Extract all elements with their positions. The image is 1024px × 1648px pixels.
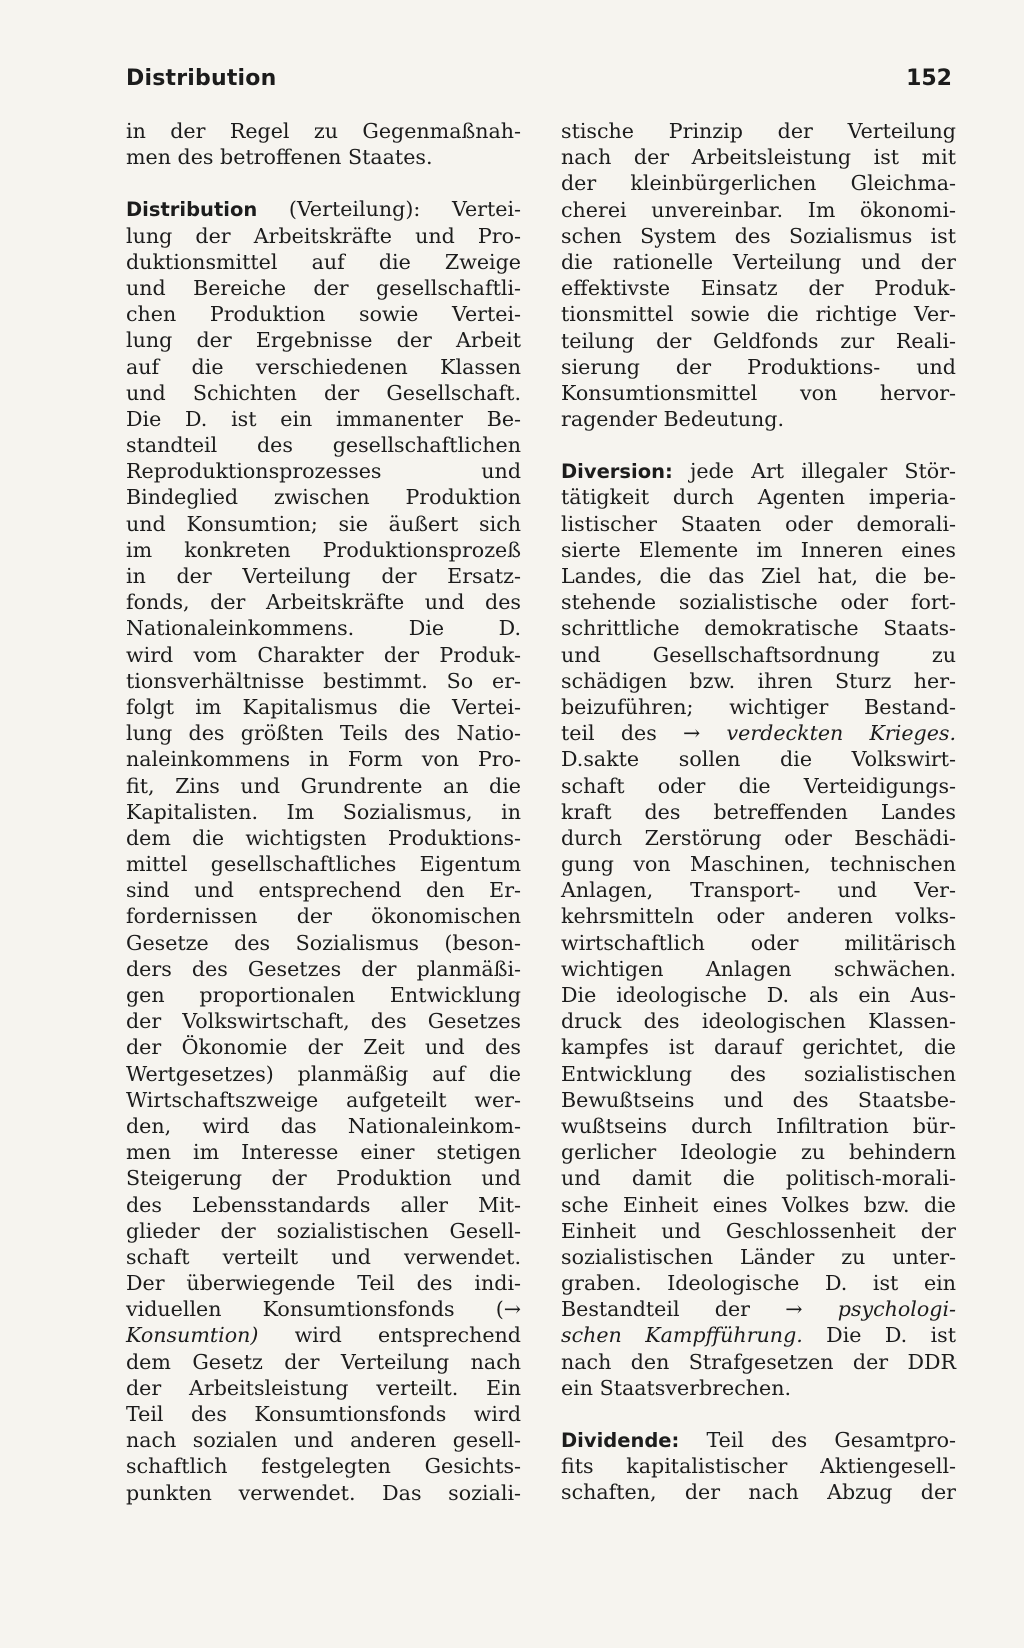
text-line xyxy=(126,196,521,222)
text-line xyxy=(126,668,521,694)
text-line xyxy=(561,118,956,144)
text-run: teilung der Geldfonds zur Reali- xyxy=(561,328,956,353)
text-line xyxy=(561,615,956,641)
text-run: tionsmittel sowie die richtige Ver- xyxy=(561,302,956,327)
text-line xyxy=(561,223,956,249)
text-line xyxy=(126,1113,521,1139)
text-line xyxy=(126,1349,521,1375)
text-run: gerlicher Ideologie zu behindern xyxy=(561,1140,956,1165)
cross-reference: verdeckten Krieges. xyxy=(726,721,957,746)
text-run: tionsverhältnisse bestimmt. So er- xyxy=(126,668,521,693)
text-run: Anlagen, Transport- und Ver- xyxy=(561,878,956,903)
text-line xyxy=(126,1061,521,1087)
text-line xyxy=(126,563,521,589)
text-line xyxy=(126,1375,521,1401)
text-run: duktionsmittel auf die Zweige xyxy=(126,249,521,274)
text-run: punkten verwendet. Das soziali- xyxy=(126,1480,521,1505)
text-run: Bindeglied zwischen Produktion xyxy=(126,485,521,510)
text-run: tätigkeit durch Agenten imperia- xyxy=(561,485,956,510)
text-run: und damit die politisch-morali- xyxy=(561,1166,956,1191)
text-run: den, wird das Nationaleinkom- xyxy=(126,1113,521,1138)
text-line xyxy=(126,903,521,929)
text-line xyxy=(561,773,956,799)
right-column xyxy=(561,118,956,1506)
text-line xyxy=(561,1034,956,1060)
text-line xyxy=(126,1453,521,1479)
text-line xyxy=(126,1401,521,1427)
text-run: Reproduktionsprozesses und xyxy=(126,459,521,484)
text-run: gung von Maschinen, technischen xyxy=(561,852,956,877)
text-line xyxy=(126,537,521,563)
text-line xyxy=(126,615,521,641)
text-run: ein Staatsverbrechen. xyxy=(561,1375,792,1400)
text-line xyxy=(561,170,956,196)
text-line xyxy=(126,1034,521,1060)
text-line xyxy=(126,1480,521,1506)
text-line xyxy=(126,720,521,746)
text-run: in der Regel zu Gegenmaßnah- xyxy=(126,119,521,143)
text-line xyxy=(126,694,521,720)
text-run: lung des größten Teils des Natio- xyxy=(126,721,521,746)
text-line xyxy=(126,511,521,537)
cross-reference: Konsumtion) xyxy=(126,1323,259,1348)
text-run: gen proportionalen Entwicklung xyxy=(126,983,521,1007)
text-line xyxy=(561,1453,956,1479)
text-line xyxy=(126,249,521,275)
text-run: Die D. ist ein immanenter Be- xyxy=(126,406,521,431)
text-run: effektivste Einsatz der Produk- xyxy=(561,276,956,301)
text-line xyxy=(126,589,521,615)
text-run: Wertgesetzes) planmäßig auf die xyxy=(126,1061,521,1086)
paragraph-gap xyxy=(126,170,521,196)
text-run: Der überwiegende Teil des indi- xyxy=(126,1271,521,1296)
text-line xyxy=(561,799,956,825)
text-run: schaften, der nach Abzug der xyxy=(561,1480,956,1505)
text-line xyxy=(126,144,521,170)
text-run: Einheit und Geschlossenheit der xyxy=(561,1218,956,1243)
text-line xyxy=(126,275,521,301)
text-run: und Konsumtion; sie äußert sich xyxy=(126,511,521,536)
text-run: fits kapitalistischer Aktiengesell- xyxy=(561,1454,956,1479)
text-run: men im Interesse einer stetigen xyxy=(126,1140,521,1165)
text-run: Steigerung der Produktion und xyxy=(126,1166,521,1191)
text-run: ragender Bedeutung. xyxy=(561,407,785,432)
text-run: ders des Gesetzes der planmäßi- xyxy=(126,956,521,981)
text-line xyxy=(561,1087,956,1113)
text-line xyxy=(561,328,956,354)
text-run: wußtseins durch Infiltration bür- xyxy=(561,1113,956,1138)
text-run: kampfes ist darauf gerichtet, die xyxy=(561,1035,956,1060)
entry-term: Dividende: xyxy=(561,1429,680,1452)
text-line xyxy=(126,1427,521,1453)
text-run: men des betroffenen Staates. xyxy=(126,145,433,170)
text-run: Entwicklung des sozialistischen xyxy=(561,1061,956,1086)
text-run: und Bereiche der gesellschaftli- xyxy=(126,275,521,300)
text-run: nach den Strafgesetzen der DDR xyxy=(561,1349,956,1374)
text-line xyxy=(561,301,956,327)
text-run: und Gesellschaftsordnung zu xyxy=(561,642,956,667)
text-line xyxy=(126,982,521,1008)
text-run: fordernissen der ökonomischen xyxy=(126,904,521,929)
text-line xyxy=(126,380,521,406)
text-run: im konkreten Produktionsprozeß xyxy=(126,537,521,562)
text-line xyxy=(561,851,956,877)
text-line xyxy=(126,1087,521,1113)
paragraph-gap xyxy=(561,432,956,458)
text-line xyxy=(561,458,956,484)
text-run: der Ökonomie der Zeit und des xyxy=(126,1035,521,1060)
text-run: Landes, die das Ziel hat, die be- xyxy=(561,564,956,588)
text-line xyxy=(561,275,956,301)
text-line xyxy=(126,642,521,668)
page-number: 152 xyxy=(906,66,952,91)
text-line xyxy=(561,1322,956,1348)
text-run: schaftlich festgelegten Gesichts- xyxy=(126,1454,521,1479)
text-line xyxy=(561,1296,956,1322)
text-line xyxy=(561,589,956,615)
text-run: standteil des gesellschaftlichen xyxy=(126,433,521,458)
text-run: sierte Elemente im Inneren eines xyxy=(561,537,956,562)
text-run: druck des ideologischen Klassen- xyxy=(561,1009,956,1034)
text-line xyxy=(561,1061,956,1087)
text-line xyxy=(561,1349,956,1375)
text-run: die rationelle Verteilung und der xyxy=(561,249,956,274)
text-run: stehende sozialistische oder fort- xyxy=(561,590,956,615)
text-line xyxy=(126,301,521,327)
text-line xyxy=(561,197,956,223)
text-line xyxy=(561,537,956,563)
text-run: in der Verteilung der Ersatz- xyxy=(126,564,521,588)
text-line xyxy=(561,1218,956,1244)
text-line xyxy=(126,1322,521,1348)
text-run: Kapitalisten. Im Sozialismus, in xyxy=(126,799,521,824)
text-run: nach der Arbeitsleistung ist mit xyxy=(561,145,956,170)
text-run: kehrsmitteln oder anderen volks- xyxy=(561,904,956,929)
text-line xyxy=(126,327,521,353)
text-line xyxy=(561,249,956,275)
text-run: beizuführen; wichtiger Bestand- xyxy=(561,694,956,719)
text-run: Bewußtseins und des Staatsbe- xyxy=(561,1087,956,1112)
text-line xyxy=(561,877,956,903)
text-run: sierung der Produktions- und xyxy=(561,354,956,379)
text-line xyxy=(561,642,956,668)
text-line xyxy=(126,956,521,982)
text-line xyxy=(126,930,521,956)
text-run: (Verteilung): Vertei- xyxy=(257,197,521,222)
text-run: nach sozialen und anderen gesell- xyxy=(126,1428,521,1453)
text-line xyxy=(126,1008,521,1034)
entry-term: Diversion: xyxy=(561,460,673,484)
text-run: Die D. ist xyxy=(802,1323,956,1348)
text-line xyxy=(126,851,521,877)
text-run: mittel gesellschaftliches Eigentum xyxy=(126,852,521,877)
text-line xyxy=(561,1375,956,1401)
text-line xyxy=(126,1139,521,1165)
text-run: und Schichten der Gesellschaft. xyxy=(126,380,521,405)
text-run: fonds, der Arbeitskräfte und des xyxy=(126,590,521,615)
text-run: Wirtschaftszweige aufgeteilt wer- xyxy=(126,1087,521,1112)
paragraph-gap xyxy=(561,1401,956,1427)
text-run: teil des → xyxy=(561,721,727,746)
text-line xyxy=(126,432,521,458)
text-run: schrittliche demokratische Staats- xyxy=(561,616,956,641)
cross-reference: schen Kampfführung. xyxy=(561,1323,803,1348)
text-run: der Arbeitsleistung verteilt. Ein xyxy=(126,1375,521,1400)
text-run: wichtigen Anlagen schwächen. xyxy=(561,956,956,981)
text-run: wird vom Charakter der Produk- xyxy=(126,642,521,667)
text-line xyxy=(561,1139,956,1165)
left-column xyxy=(126,118,521,1506)
text-run: der Volkswirtschaft, des Gesetzes xyxy=(126,1009,521,1034)
text-run: schaft oder die Verteidigungs- xyxy=(561,773,956,798)
text-run: cherei unvereinbar. Im ökonomi- xyxy=(561,197,956,222)
text-line xyxy=(126,406,521,432)
text-run: Konsumtionsmittel von hervor- xyxy=(561,380,956,405)
text-run: schen System des Sozialismus ist xyxy=(561,223,956,248)
text-line xyxy=(561,563,956,589)
text-run: Teil des Gesamtpro- xyxy=(679,1428,956,1452)
text-line xyxy=(561,1427,956,1453)
text-run: dem die wichtigsten Produktions- xyxy=(126,825,521,850)
text-run: lung der Ergebnisse der Arbeit xyxy=(126,328,521,353)
text-run: Gesetze des Sozialismus (beson- xyxy=(126,930,521,955)
text-line xyxy=(561,903,956,929)
text-line xyxy=(126,354,521,380)
text-line xyxy=(126,1218,521,1244)
text-line xyxy=(561,825,956,851)
text-run: auf die verschiedenen Klassen xyxy=(126,354,521,379)
text-run: viduellen Konsumtionsfonds (→ xyxy=(126,1297,521,1322)
text-run: sozialistischen Länder zu unter- xyxy=(561,1244,956,1269)
text-line xyxy=(126,1192,521,1218)
text-line xyxy=(126,1244,521,1270)
text-run: glieder der sozialistischen Gesell- xyxy=(126,1218,521,1243)
text-line xyxy=(561,1270,956,1296)
entry-term: Distribution xyxy=(126,198,258,222)
text-line xyxy=(561,1008,956,1034)
text-run: lung der Arbeitskräfte und Pro- xyxy=(126,223,521,248)
text-line xyxy=(561,1165,956,1191)
text-line xyxy=(561,484,956,510)
text-line xyxy=(561,1113,956,1139)
text-run: wird entsprechend xyxy=(258,1323,521,1348)
running-head: Distribution xyxy=(126,66,277,91)
text-line xyxy=(126,877,521,903)
text-line xyxy=(126,1270,521,1296)
text-run: Nationaleinkommens. Die D. xyxy=(126,616,521,641)
text-run: sind und entsprechend den Er- xyxy=(126,878,521,903)
text-run: listischer Staaten oder demorali- xyxy=(561,511,956,536)
text-line xyxy=(126,825,521,851)
text-run: schädigen bzw. ihren Sturz her- xyxy=(561,668,956,693)
text-line xyxy=(561,668,956,694)
text-line xyxy=(126,118,521,144)
text-line xyxy=(561,720,956,746)
text-line xyxy=(126,1165,521,1191)
text-line xyxy=(561,511,956,537)
text-line xyxy=(561,694,956,720)
text-run: folgt im Kapitalismus die Vertei- xyxy=(126,694,521,719)
text-line xyxy=(561,354,956,380)
text-line xyxy=(126,773,521,799)
cross-reference: psychologi- xyxy=(837,1297,956,1322)
text-run: naleinkommens in Form von Pro- xyxy=(126,747,521,772)
text-line xyxy=(561,406,956,432)
text-run: sche Einheit eines Volkes bzw. die xyxy=(561,1192,956,1217)
text-line xyxy=(561,1244,956,1270)
text-run: der kleinbürgerlichen Gleichma- xyxy=(561,171,956,196)
text-run: chen Produktion sowie Vertei- xyxy=(126,302,521,327)
text-line xyxy=(126,484,521,510)
text-run: Bestandteil der → xyxy=(561,1297,838,1322)
text-run: Die ideologische D. als ein Aus- xyxy=(561,983,956,1007)
text-line xyxy=(561,930,956,956)
text-line xyxy=(126,799,521,825)
text-run: kraft des betreffenden Landes xyxy=(561,799,956,824)
text-run: D.sakte sollen die Volkswirt- xyxy=(561,747,956,772)
text-line xyxy=(126,746,521,772)
text-run: des Lebensstandards aller Mit- xyxy=(126,1192,521,1217)
text-run: graben. Ideologische D. ist ein xyxy=(561,1271,956,1296)
text-line xyxy=(561,956,956,982)
text-run: durch Zerstörung oder Beschädi- xyxy=(561,825,956,850)
text-line xyxy=(126,223,521,249)
text-line xyxy=(126,458,521,484)
text-run: fit, Zins und Grundrente an die xyxy=(126,773,521,798)
text-line xyxy=(561,144,956,170)
text-run: Teil des Konsumtionsfonds wird xyxy=(126,1402,521,1426)
text-run: dem Gesetz der Verteilung nach xyxy=(126,1349,521,1374)
text-run: stische Prinzip der Verteilung xyxy=(561,119,956,143)
text-line xyxy=(561,1192,956,1218)
text-run: schaft verteilt und verwendet. xyxy=(126,1244,521,1269)
text-line xyxy=(126,1296,521,1322)
text-line xyxy=(561,746,956,772)
text-line xyxy=(561,380,956,406)
text-line xyxy=(561,1479,956,1505)
text-line xyxy=(561,982,956,1008)
text-run: jede Art illegaler Stör- xyxy=(672,459,956,484)
text-run: wirtschaftlich oder militärisch xyxy=(561,930,956,955)
